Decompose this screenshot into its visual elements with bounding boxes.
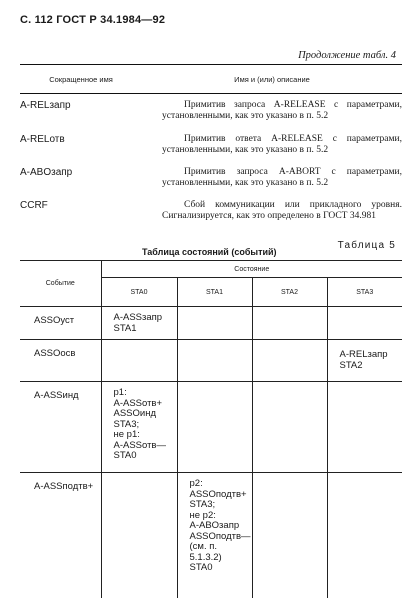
state-cell: A-RELзапр STA2 bbox=[327, 340, 402, 382]
state-header: STA2 bbox=[252, 278, 327, 307]
table-5-caption: Таблица состояний (событий) bbox=[142, 247, 277, 257]
table-row bbox=[20, 100, 402, 122]
abbr-name: A-RELзапр bbox=[20, 100, 71, 111]
continuation-label: Продолжение табл. 4 bbox=[298, 50, 396, 61]
abbr-name: A-ABOзапр bbox=[20, 167, 73, 178]
state-cell: A-ASSзапр STA1 bbox=[101, 307, 177, 340]
event-name: ASSOосв bbox=[20, 340, 101, 382]
event-name: A-ASSподтв+ bbox=[20, 473, 101, 598]
table-5 bbox=[20, 260, 402, 598]
abbr-description: Сбой коммуникации или прикладного уровня. Сигнализируется, как это определено в ГОСТ 34.981 bbox=[162, 200, 402, 221]
abbr-description: Примитив запроса A-ABORT с параметрами, установленными, как это указано в п. 5.2 bbox=[162, 167, 402, 188]
state-cell bbox=[101, 473, 177, 598]
column-header-event: Событие bbox=[20, 261, 101, 307]
abbr-name: A-RELотв bbox=[20, 134, 65, 145]
table-row bbox=[20, 382, 402, 473]
column-header-description: Имя и (или) описание bbox=[234, 74, 310, 84]
state-cell: p1: A-ASSотв+ ASSOинд STA3; не p1: A-ASSотв— STA0 bbox=[101, 382, 177, 473]
table-4 bbox=[20, 64, 402, 222]
table-row bbox=[20, 200, 402, 222]
state-cell: p2: ASSOподтв+ STA3; не p2: A-ABOзапр ASSOподтв— (см. п. 5.1.3.2) STA0 bbox=[177, 473, 252, 598]
state-cell bbox=[252, 473, 327, 598]
table-row bbox=[20, 307, 402, 340]
table-row bbox=[20, 340, 402, 382]
state-cell bbox=[327, 382, 402, 473]
state-cell bbox=[252, 340, 327, 382]
state-cell bbox=[177, 340, 252, 382]
state-cell bbox=[327, 307, 402, 340]
column-header-state: Состояние bbox=[101, 261, 402, 278]
state-cell bbox=[101, 340, 177, 382]
state-cell bbox=[177, 307, 252, 340]
table-4-header bbox=[20, 65, 402, 94]
state-header: STA0 bbox=[101, 278, 177, 307]
state-header: STA3 bbox=[327, 278, 402, 307]
state-cell bbox=[177, 382, 252, 473]
abbr-name: CCRF bbox=[20, 200, 48, 211]
page-header: С. 112 ГОСТ Р 34.1984—92 bbox=[20, 14, 166, 26]
abbr-description: Примитив запроса A-RELEASE с параметрами, установленными, как это указано в п. 5.2 bbox=[162, 100, 402, 121]
abbr-description: Примитив ответа A-RELEASE с параметрами, установленными, как это указано в п. 5.2 bbox=[162, 134, 402, 155]
state-cell bbox=[252, 307, 327, 340]
table-5-number: Таблица 5 bbox=[337, 240, 396, 251]
state-cell bbox=[252, 382, 327, 473]
state-cell bbox=[327, 473, 402, 598]
event-name: ASSOуст bbox=[20, 307, 101, 340]
table-row bbox=[20, 473, 402, 598]
table-row bbox=[20, 167, 402, 189]
state-header: STA1 bbox=[177, 278, 252, 307]
event-name: A-ASSинд bbox=[20, 382, 101, 473]
table-row bbox=[20, 134, 402, 156]
column-header-short-name: Сокращенное имя bbox=[49, 74, 113, 84]
